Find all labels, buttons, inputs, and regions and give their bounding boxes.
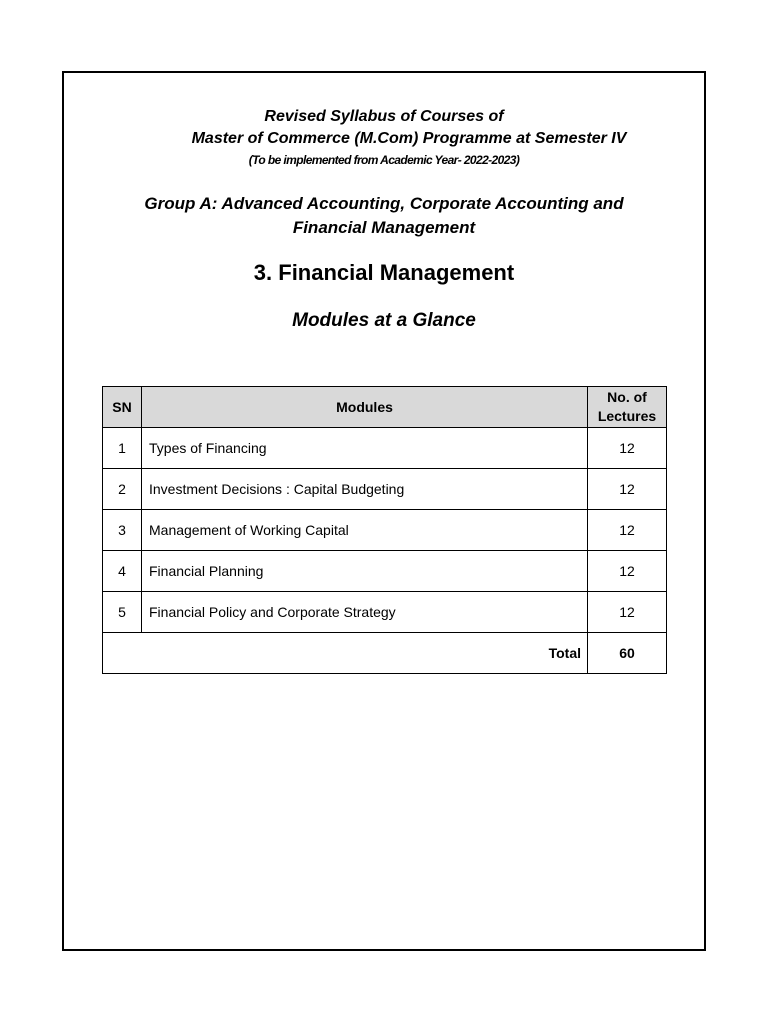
row-sn: 1 <box>103 428 142 469</box>
table-header-row <box>103 387 667 428</box>
syllabus-heading: Revised Syllabus of Courses of <box>264 108 504 125</box>
header-sn: SN <box>103 387 142 428</box>
header-modules: Modules <box>142 387 588 428</box>
total-value: 60 <box>588 633 667 674</box>
row-module: Financial Planning <box>142 551 588 592</box>
row-lectures: 12 <box>588 592 667 633</box>
header-lectures <box>588 387 667 428</box>
group-heading-line1: Group A: Advanced Accounting, Corporate Accounting and <box>144 194 624 213</box>
programme-heading-text: Master of Commerce (M.Com) Programme at Semester IV <box>191 130 627 147</box>
header-lectures-line1: No. of <box>607 389 647 405</box>
table-row <box>103 592 667 633</box>
row-sn: 5 <box>103 592 142 633</box>
row-module: Financial Policy and Corporate Strategy <box>142 592 588 633</box>
group-heading <box>62 192 706 240</box>
header-lectures-line2: Lectures <box>597 408 657 424</box>
page-title: 3. Financial Management <box>253 260 515 285</box>
row-module: Investment Decisions : Capital Budgeting <box>142 469 588 510</box>
total-label: Total <box>103 633 588 674</box>
row-sn: 3 <box>103 510 142 551</box>
row-lectures: 12 <box>588 551 667 592</box>
row-module: Types of Financing <box>142 428 588 469</box>
table-row <box>103 428 667 469</box>
page-subtitle: Modules at a Glance <box>292 310 476 331</box>
total-row <box>103 633 667 674</box>
row-lectures: 12 <box>588 510 667 551</box>
row-sn: 4 <box>103 551 142 592</box>
modules-table <box>102 386 667 674</box>
row-lectures: 12 <box>588 428 667 469</box>
table-row <box>103 551 667 592</box>
table-row <box>103 469 667 510</box>
group-heading-line2: Financial Management <box>292 218 476 237</box>
row-lectures: 12 <box>588 469 667 510</box>
implementation-note: (To be implemented from Academic Year- 2022-2023) <box>248 153 520 167</box>
programme-heading <box>62 130 706 148</box>
table-row <box>103 510 667 551</box>
row-module: Management of Working Capital <box>142 510 588 551</box>
row-sn: 2 <box>103 469 142 510</box>
